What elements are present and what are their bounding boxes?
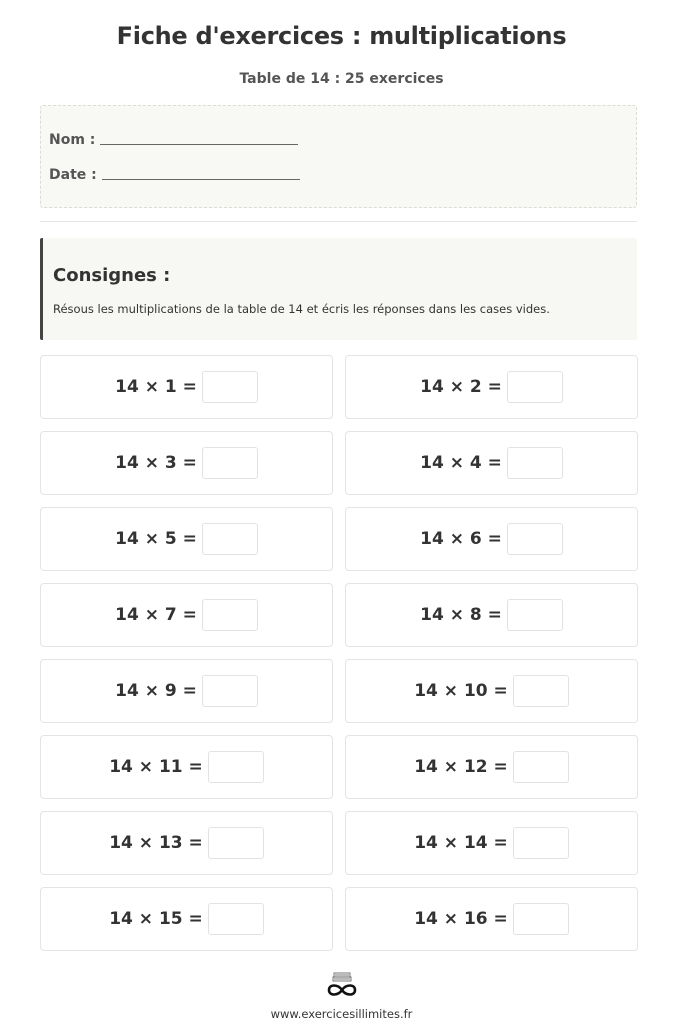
name-blank-line[interactable] [100, 133, 298, 145]
exercise-card [40, 507, 333, 571]
exercise-expression: 14 × 4 = [420, 453, 502, 473]
exercise-card [40, 583, 333, 647]
exercise-expression: 14 × 15 = [109, 909, 203, 929]
exercise-expression: 14 × 8 = [420, 605, 502, 625]
name-label: Nom : [49, 132, 96, 148]
exercise-card [40, 887, 333, 951]
answer-box[interactable] [202, 447, 258, 479]
exercise-card [345, 887, 638, 951]
answer-box[interactable] [507, 371, 563, 403]
exercise-grid [40, 355, 638, 951]
exercise-card [40, 431, 333, 495]
footer-url[interactable]: www.exercicesillimites.fr [270, 1007, 413, 1021]
answer-box[interactable] [202, 599, 258, 631]
answer-box[interactable] [208, 903, 264, 935]
answer-box[interactable] [208, 827, 264, 859]
exercise-card [345, 659, 638, 723]
exercise-expression: 14 × 12 = [414, 757, 508, 777]
exercise-card [345, 355, 638, 419]
instructions-box [40, 238, 637, 340]
exercise-card [345, 811, 638, 875]
answer-box[interactable] [513, 827, 569, 859]
answer-box[interactable] [202, 371, 258, 403]
exercise-expression: 14 × 2 = [420, 377, 502, 397]
exercise-expression: 14 × 11 = [109, 757, 203, 777]
date-blank-line[interactable] [102, 168, 300, 180]
answer-box[interactable] [507, 447, 563, 479]
answer-box[interactable] [513, 751, 569, 783]
exercise-card [40, 659, 333, 723]
answer-box[interactable] [507, 599, 563, 631]
exercise-expression: 14 × 10 = [414, 681, 508, 701]
exercise-card [345, 735, 638, 799]
exercise-expression: 14 × 6 = [420, 529, 502, 549]
date-label: Date : [49, 167, 97, 183]
name-field[interactable] [49, 132, 298, 148]
instructions-text: Résous les multiplications de la table de 14 et écris les réponses dans les cases vides. [53, 302, 550, 316]
answer-box[interactable] [513, 675, 569, 707]
answer-box[interactable] [513, 903, 569, 935]
exercise-expression: 14 × 13 = [109, 833, 203, 853]
books-infinity-logo-icon [325, 970, 359, 998]
exercise-card [345, 583, 638, 647]
exercise-card [345, 507, 638, 571]
exercise-expression: 14 × 9 = [115, 681, 197, 701]
divider [40, 221, 637, 222]
exercise-card [40, 355, 333, 419]
page-title: Fiche d'exercices : multiplications [116, 22, 567, 50]
exercise-expression: 14 × 14 = [414, 833, 508, 853]
exercise-expression: 14 × 16 = [414, 909, 508, 929]
exercise-card [40, 735, 333, 799]
answer-box[interactable] [202, 675, 258, 707]
exercise-card [345, 431, 638, 495]
answer-box[interactable] [507, 523, 563, 555]
page-subtitle: Table de 14 : 25 exercices [239, 71, 444, 87]
student-info-box [40, 105, 637, 208]
exercise-expression: 14 × 3 = [115, 453, 197, 473]
answer-box[interactable] [208, 751, 264, 783]
answer-box[interactable] [202, 523, 258, 555]
exercise-card [40, 811, 333, 875]
date-field[interactable] [49, 167, 300, 183]
instructions-heading: Consignes : [53, 265, 171, 286]
exercise-expression: 14 × 1 = [115, 377, 197, 397]
exercise-expression: 14 × 5 = [115, 529, 197, 549]
exercise-expression: 14 × 7 = [115, 605, 197, 625]
